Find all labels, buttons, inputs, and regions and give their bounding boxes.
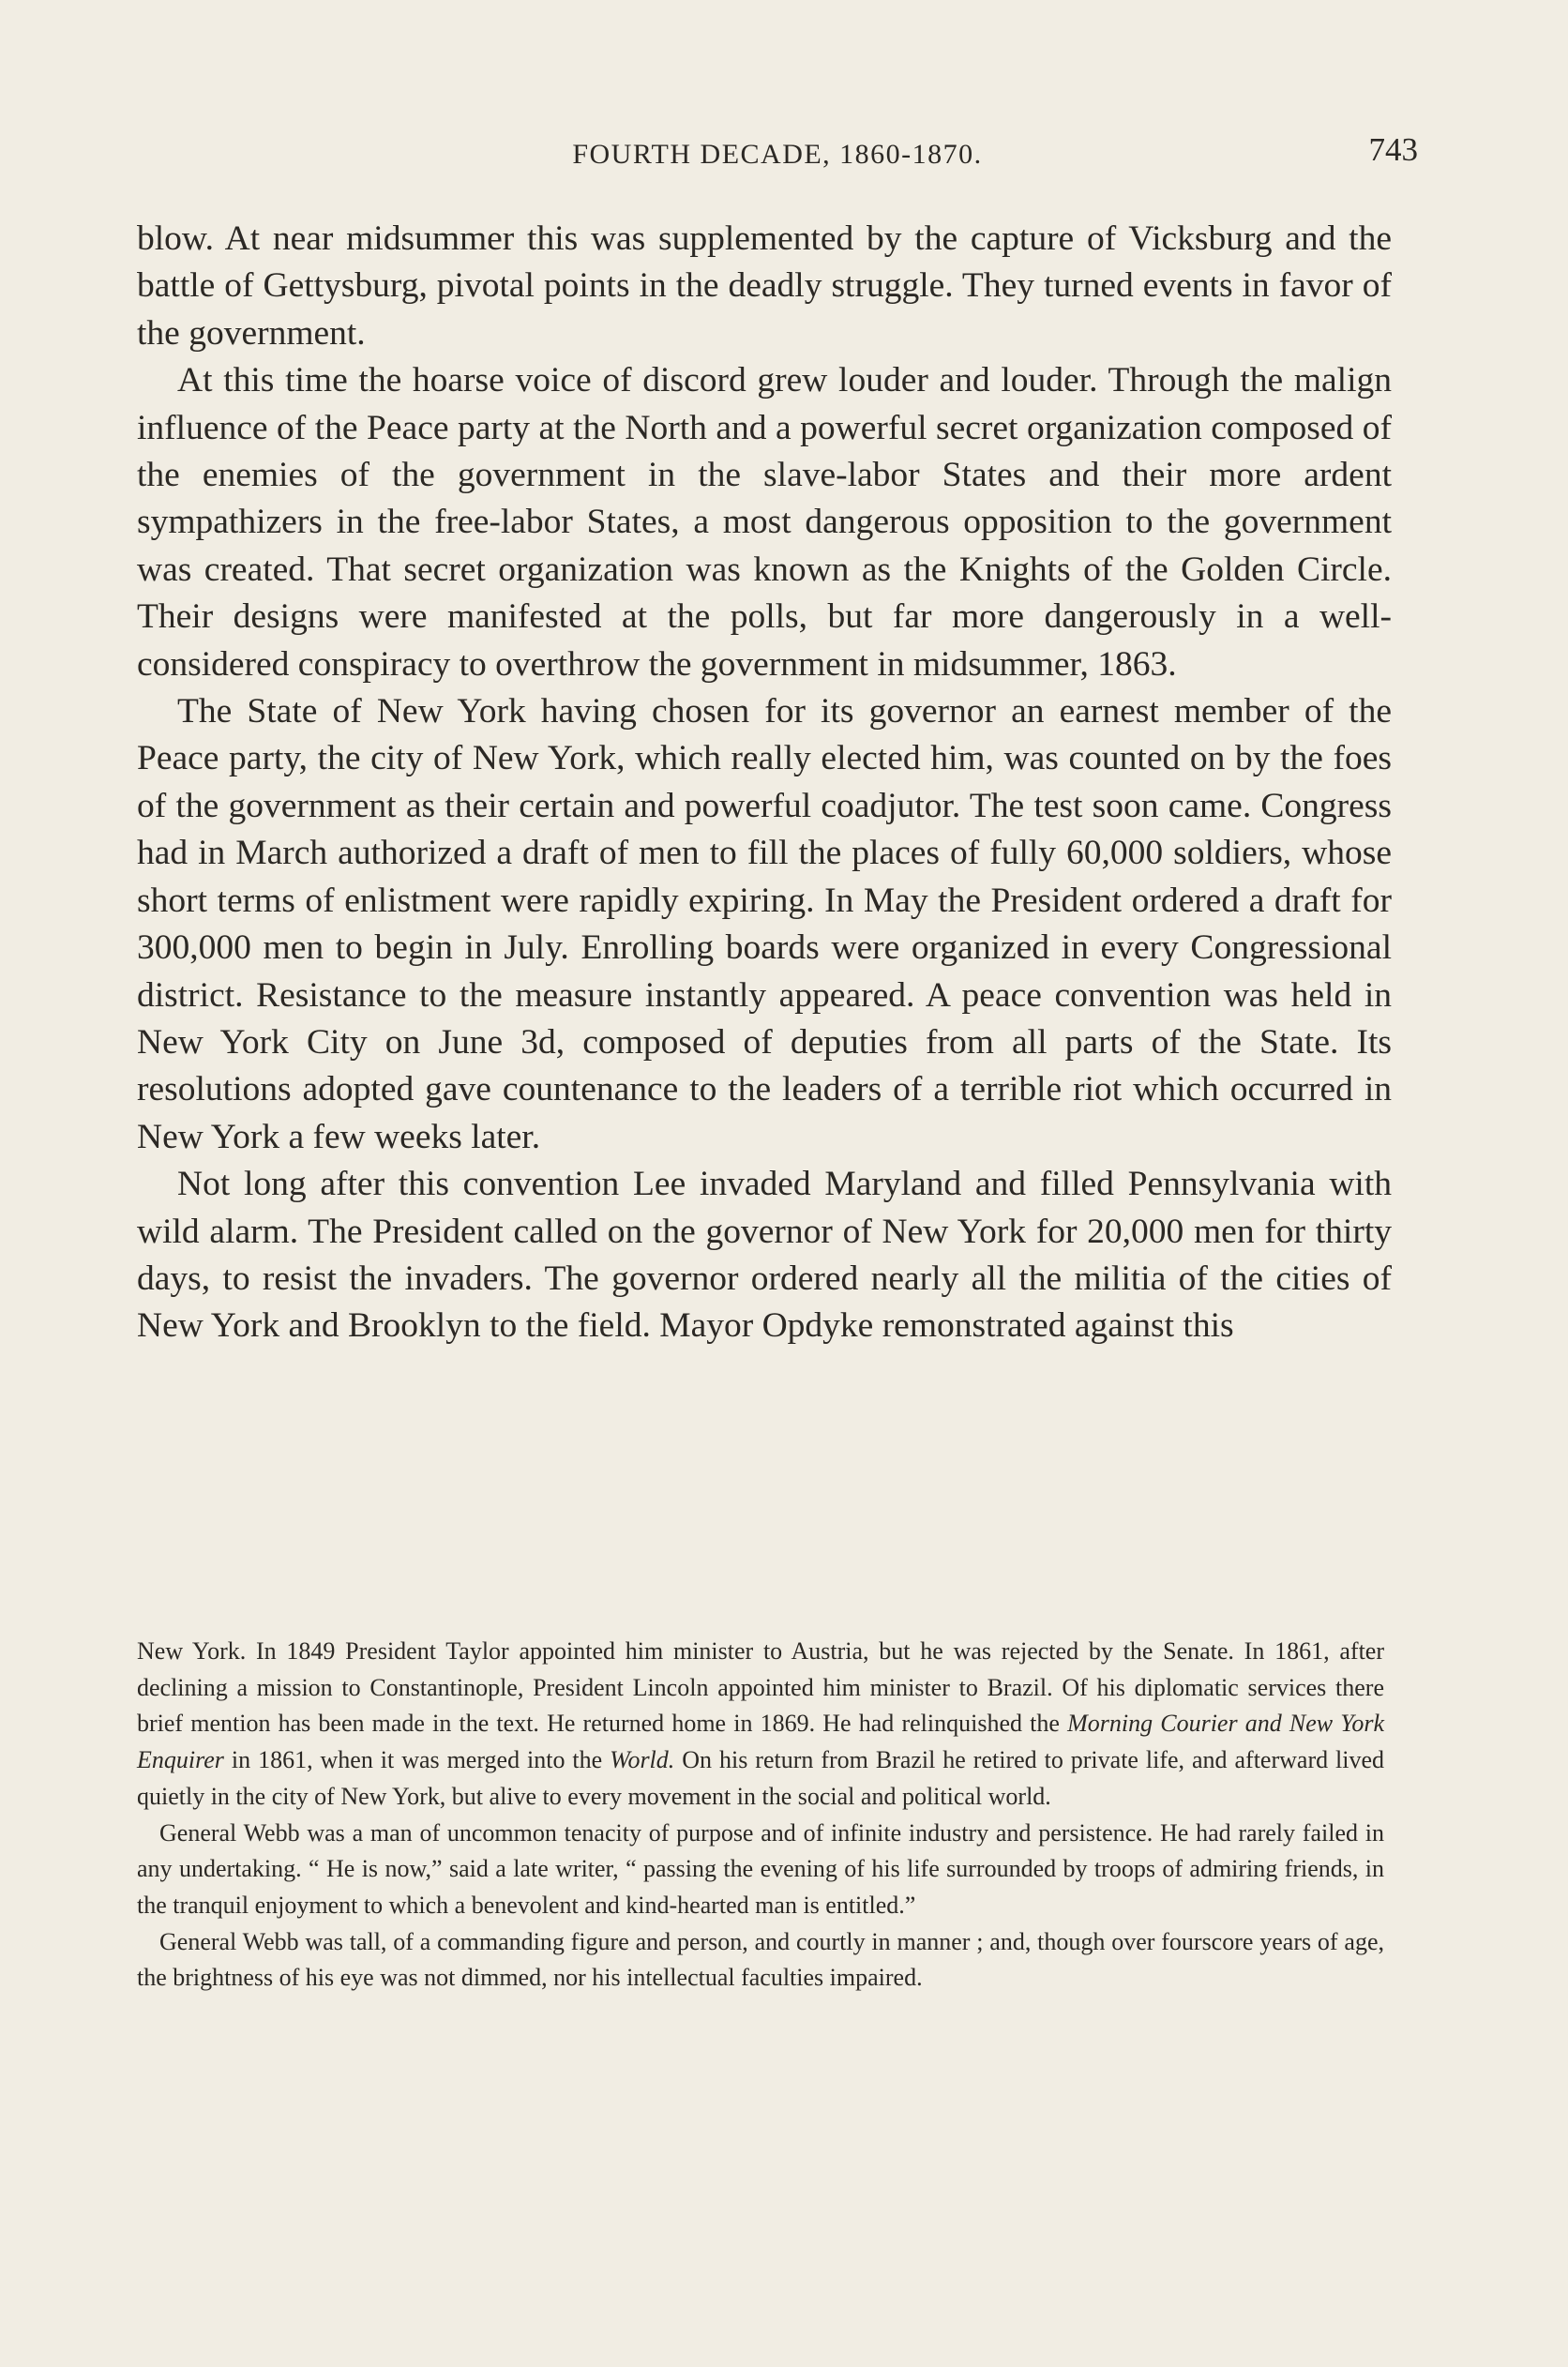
paragraph-continuation: blow. At near midsummer this was supplemented by the capture of Vicksburg and the battle of Gettysburg, pivotal points in the deadly struggle. They turned events in favor of the government. (137, 219, 1392, 353)
footnote-text: New York. In 1849 President Taylor appointed him minister to Austria, but he was rejected by the Senate. In 1861, after declining a mission to Constantinople, President Lincoln appointed him minister to Brazil. Of his diplomatic services there brief mention has been made in the text. He returned home in 1869. He had relinquished the (137, 1637, 1384, 1738)
page-header (137, 131, 1418, 178)
paragraph-new-york-draft: The State of New York having chosen for its governor an earnest member of the Peace party, the city of New York, which really elected him, was counted on by the foes of the government as their certain and powerful coadjutor. The test soon came. Congress had in March authorized a draft of men to fill the places of fully 60,000 soldiers, whose short terms of enlistment were rapidly expiring. In May the President ordered a draft for 300,000 men to begin in July. Enrolling boards were organized in every Congressional district. Resistance to the measure instantly appeared. A peace convention was held in New York City on June 3d, composed of deputies from all parts of the State. Its resolutions adopted gave countenance to the leaders of a terrible riot which occurred in New York a few weeks later. (137, 692, 1392, 1156)
paragraph-discord: At this time the hoarse voice of discord grew louder and louder. Through the malign influence of the Peace party at the North and a powerful secret organization composed of the enemies of the government in the slave-labor States and their more ardent sympathizers in the free-labor States, a most dangerous opposition to the government was created. That secret organization was known as the Knights of the Golden Circle. Their designs were manifested at the polls, but far more dangerously in a well-considered conspiracy to overthrow the government in midsummer, 1863. (137, 361, 1392, 684)
page-number: 743 (1368, 131, 1418, 168)
footnote-webb-character: General Webb was a man of uncommon tenacity of purpose and of infinite industry and persistence. He had rarely failed in any undertaking. “ He is now,” said a late writer, “ passing the evening of his life surrounded by troops of admiring friends, in the tranquil enjoyment to which a benevolent and kind-hearted man is entitled.” (137, 1818, 1384, 1919)
footnote-continuation (137, 1634, 1384, 1816)
paragraph-lee-invasion: Not long after this convention Lee invaded Maryland and filled Pennsylvania with wild alarm. The President called on the governor of New York for 20,000 men for thirty days, to resist the invaders. The governor ordered nearly all the militia of the cities of New York and Brooklyn to the field. Mayor Opdyke remonstrated against this (137, 1165, 1392, 1346)
running-head: FOURTH DECADE, 1860-1870. (572, 139, 983, 170)
footnote-text: in 1861, when it was merged into the (231, 1746, 603, 1774)
main-text (137, 216, 1392, 1350)
newspaper-title: Morning Courier and New York Enquirer (137, 1710, 1385, 1774)
footnote-webb-appearance: General Webb was tall, of a commanding figure and person, and courtly in manner ; and, though over fourscore years of age, the brightness of his eye was not dimmed, nor his intellectual faculties impaired. (137, 1927, 1384, 1992)
footnote-text: On his return from Brazil he retired to private life, and afterward lived quietly in the city of New York, but alive to every movement in the social and political world. (137, 1746, 1385, 1810)
newspaper-title-world: World. (610, 1746, 675, 1774)
footnotes (137, 1634, 1384, 1997)
